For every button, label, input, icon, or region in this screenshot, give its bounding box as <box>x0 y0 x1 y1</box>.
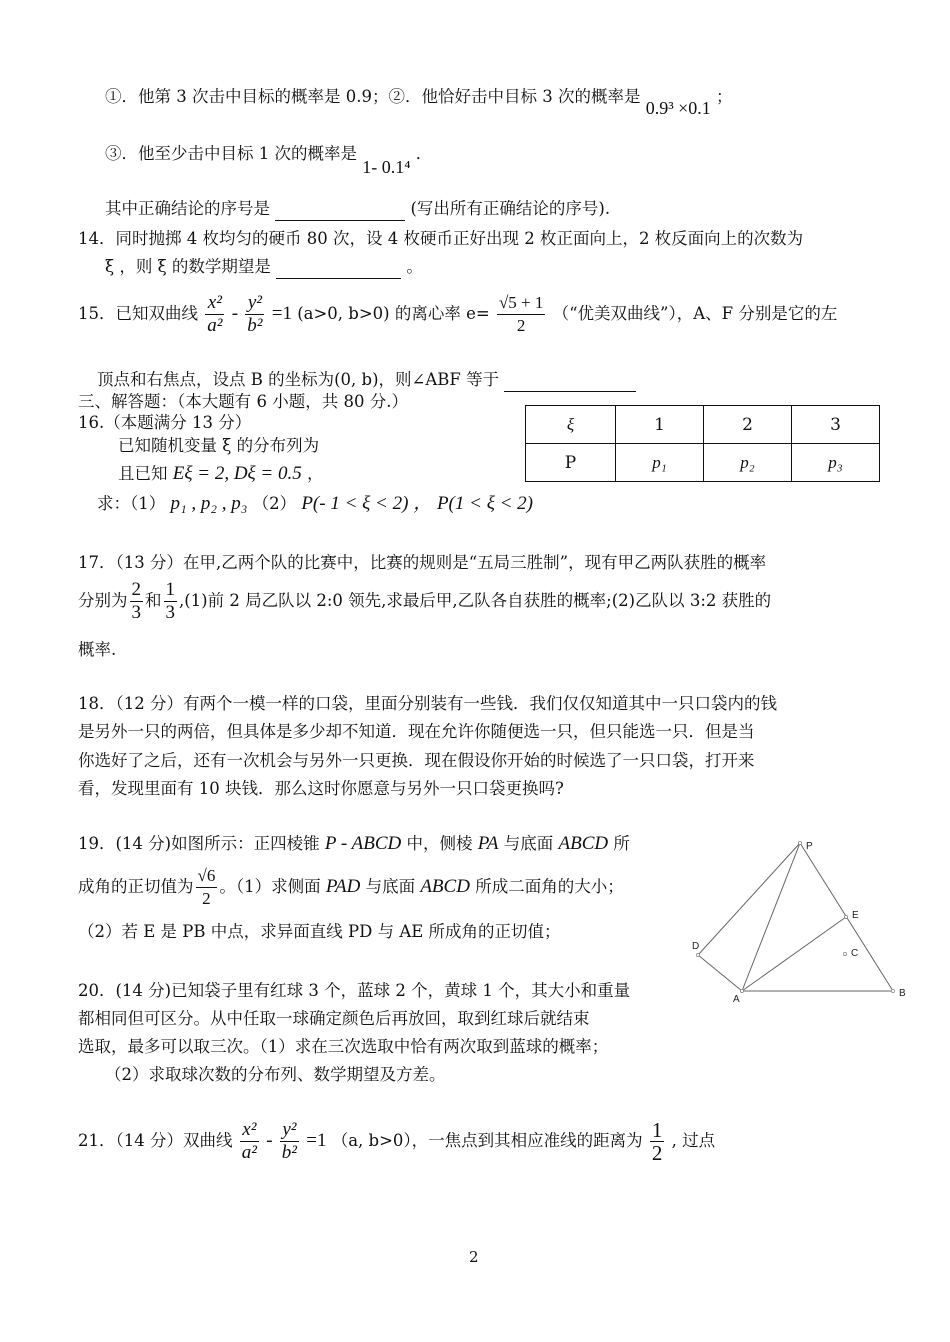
q19-line2-text: 成角的正切值为 <box>78 877 194 896</box>
q21-end: , 过点 <box>671 1131 716 1150</box>
q17-frac-1-3: $\frac{1}{3}$ <box>165 579 175 623</box>
q19-text-c: 与底面 <box>503 834 554 853</box>
label-c: C <box>851 948 859 959</box>
table-cell: 3 <box>792 406 880 444</box>
q16-line2 <box>118 462 324 486</box>
q20-line2: 都相同但可区分。从中任取一球确定颜色后再放回，取到红球后就结束 <box>78 1009 590 1028</box>
q16-line2-expr: Eξ = 2, Dξ = 0.5 <box>172 463 302 484</box>
q15-answer-blank[interactable] <box>504 373 636 392</box>
q14-line2-text: ξ ，则 ξ 的数学期望是 <box>105 257 271 276</box>
q16-line1: 已知随机变量 ξ 的分布列为 <box>118 436 320 455</box>
table-cell: p₃ <box>792 444 880 482</box>
q19-line1 <box>78 832 630 856</box>
q16-ask-text: 求：（1） <box>97 494 166 513</box>
q15-frac-e: $\frac{√5 + 1}{2}$ <box>498 293 544 335</box>
q15-line2 <box>97 368 636 392</box>
q20-line1: 20．(14 分)已知袋子里有红球 3 个，蓝球 2 个，黄球 1 个，其大小和重量 <box>78 981 631 1000</box>
q13-line3 <box>105 197 610 221</box>
q21-num: 21．（14 分）双曲线 <box>78 1131 233 1150</box>
q13-line2-text: ③．他至少击中目标 1 次的概率是 <box>105 144 357 163</box>
label-p: P <box>806 841 813 852</box>
q13-expr1: 0.9³ ×0.1 <box>645 98 711 118</box>
q16-line2-end: ， <box>307 464 324 483</box>
q13-line3-note: (写出所有正确结论的序号). <box>410 199 611 218</box>
q18-line2: 是另外一只的两倍，但具体是多少却不知道．现在允许你随便选一只，但只能选一只．但是当 <box>78 722 755 741</box>
edge-pd <box>698 843 800 955</box>
pyramid-figure <box>680 830 920 1010</box>
q15-num: 15．已知双曲线 <box>78 304 198 323</box>
q18-line1: 18．（12 分）有两个一模一样的口袋，里面分别装有一些钱．我们仅仅知道其中一只口袋内的钱 <box>78 694 777 713</box>
q14-line2-end: 。 <box>406 257 423 276</box>
table-cell: 1 <box>616 406 704 444</box>
q13-line1-text: ①．他第 3 次击中目标的概率是 0.9；②．他恰好击中目标 3 次的概率是 <box>105 87 641 106</box>
q13-line2-end: ． <box>415 144 433 163</box>
q13-answer-blank[interactable] <box>275 202 405 221</box>
q21-minus: - <box>266 1130 273 1151</box>
q14-line2 <box>105 255 423 279</box>
edge-da <box>698 955 742 991</box>
q16-head: 16.（本题满分 13 分） <box>78 413 252 432</box>
q16-ask-p: p₁ , p₂ , p₃ <box>170 493 248 514</box>
q13-line1-end: ； <box>716 87 733 106</box>
q19-base: ABCD <box>558 833 609 854</box>
label-e: E <box>852 910 859 921</box>
q13-line3-text: 其中正确结论的序号是 <box>105 199 270 218</box>
q19-line2 <box>78 864 624 910</box>
table-cell: p₂ <box>704 444 792 482</box>
q13-line1 <box>105 84 733 118</box>
q21-cond: （a, b>0），一焦点到其相应准线的距离为 <box>331 1131 643 1150</box>
q16-ask-text2: （2） <box>252 494 297 513</box>
q17-line2-text: 分别为 <box>78 591 128 610</box>
q18-line4: 看，发现里面有 10 块钱．那么这时你愿意与另外一只口袋更换吗? <box>78 779 564 798</box>
table-row <box>526 444 880 482</box>
q15-line1 <box>78 292 837 337</box>
q21-frac-half: $\frac{1}{2}$ <box>651 1118 663 1165</box>
distribution-table <box>525 405 880 482</box>
q15-minus: - <box>231 303 239 324</box>
q21-rhs: =1 <box>306 1130 327 1151</box>
q20-line4: （2）求取球次数的分布列、数学期望及方差。 <box>105 1065 446 1084</box>
q14-line1: 14．同时抛掷 4 枚均匀的硬币 80 次，设 4 枚硬币正好出现 2 枚正面向上，2 枚反面向上的次数为 <box>78 229 804 248</box>
table-row <box>526 406 880 444</box>
q15-frac-y: $\frac{\text{y²}}{\text{b²}}$ <box>247 292 263 336</box>
q21-line1 <box>78 1118 715 1164</box>
q13-line2 <box>105 141 433 177</box>
q15-rest: （“优美双曲线”），A、F 分别是它的左 <box>552 304 838 323</box>
label-a: A <box>733 994 740 1005</box>
q15-cond: (a>0, b>0) 的离心率 e= <box>297 304 490 323</box>
q15-frac-x: $\frac{\text{x²}}{\text{a²}}$ <box>207 292 223 336</box>
q15-line2-text: 顶点和右焦点，设点 B 的坐标为(0, b)，则∠ABF 等于 <box>97 370 500 389</box>
q21-frac-y: $\frac{\text{y²}}{\text{b²}}$ <box>281 1119 297 1163</box>
q17-line2 <box>78 578 771 624</box>
q17-line2-rest: ,(1)前 2 局乙队以 2:0 领先,求最后甲,乙队各自获胜的概率;(2)乙队以 3:2 获胜的 <box>179 591 772 610</box>
page-number: 2 <box>469 1248 479 1266</box>
q16-line2-text: 且已知 <box>118 464 168 483</box>
edge-pa <box>742 843 800 991</box>
q19-line3: （2）若 E 是 PB 中点，求异面直线 PD 与 AE 所成角的正切值； <box>78 922 561 941</box>
label-b: B <box>899 988 906 999</box>
q20-line3: 选取，最多可以取三次。（1）求在三次选取中恰有两次取到蓝球的概率； <box>78 1037 609 1056</box>
q17-and: 和 <box>145 591 162 610</box>
q13-expr2: 1- 0.1⁴ <box>362 157 411 177</box>
table-cell: P <box>526 444 616 482</box>
q17-frac-2-3: $\frac{2}{3}$ <box>131 579 141 623</box>
q14-answer-blank[interactable] <box>276 260 401 279</box>
q21-frac-x: $\frac{\text{x²}}{\text{a²}}$ <box>241 1119 257 1163</box>
q16-ask-expr: P(- 1 < ξ < 2) ， P(1 < ξ < 2) <box>301 493 533 514</box>
q19-text-d2: 所成二面角的大小； <box>475 877 624 896</box>
table-cell: ξ <box>526 406 616 444</box>
q17-line3: 概率. <box>78 640 117 659</box>
q19-text-d: 所 <box>613 834 630 853</box>
q19-text-b2: 。（1）求侧面 <box>219 877 321 896</box>
label-d: D <box>692 941 700 952</box>
q19-text-b: 中，侧棱 <box>406 834 473 853</box>
q19-text-c2: 与底面 <box>365 877 416 896</box>
q19-base2: ABCD <box>420 876 470 897</box>
q18-line3: 你选好了之后，还有一次机会与另外一只更换．现在假设你开始的时候选了一只口袋，打开来 <box>78 751 755 770</box>
q16-ask <box>97 492 533 516</box>
q15-rhs: =1 <box>271 303 292 324</box>
segment-ae <box>742 917 846 991</box>
q19-pyramid: P - ABCD <box>324 833 402 854</box>
q19-face-pad: PAD <box>325 876 361 897</box>
q19-line1-text: 19．(14 分)如图所示：正四棱锥 <box>78 834 320 853</box>
q19-edge-pa: PA <box>477 833 499 854</box>
section-3-heading: 三、解答题：（本大题有 6 小题，共 80 分.） <box>78 392 408 411</box>
table-cell: p₁ <box>616 444 704 482</box>
q17-line1: 17．（13 分）在甲,乙两个队的比赛中，比赛的规则是“五局三胜制”，现有甲乙两队获胜的概率 <box>78 553 767 572</box>
q19-frac-tan: $\frac{√6}{2}$ <box>197 866 216 908</box>
table-cell: 2 <box>704 406 792 444</box>
